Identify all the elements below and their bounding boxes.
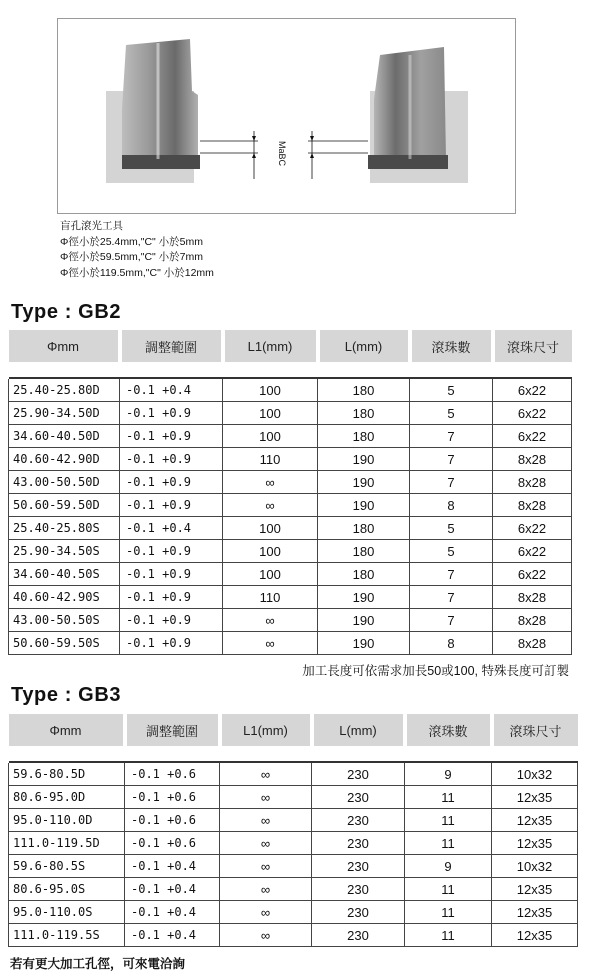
cell-diameter: 34.60-40.50S [9, 563, 120, 586]
cell-ball-count: 7 [410, 563, 493, 586]
cell-diameter: 43.00-50.50D [9, 471, 120, 494]
cell-l: 230 [312, 901, 405, 924]
table-row [9, 517, 572, 540]
cell-l: 230 [312, 878, 405, 901]
cell-ball-size: 6x22 [493, 517, 572, 540]
cell-adjust-range: -0.1 +0.4 [120, 379, 223, 402]
cell-ball-count: 7 [410, 586, 493, 609]
cell-l1: ∞ [223, 609, 318, 632]
cell-l: 190 [318, 471, 410, 494]
table-row [9, 924, 578, 947]
gb2-section-title: Type : GB2 [11, 301, 122, 323]
table-row [9, 448, 572, 471]
cell-l: 190 [318, 586, 410, 609]
cell-diameter: 50.60-59.50S [9, 632, 120, 655]
header-l1: L1(mm) [220, 714, 312, 746]
table-row [9, 471, 572, 494]
table-row [9, 832, 578, 855]
cell-adjust-range: -0.1 +0.9 [120, 448, 223, 471]
cell-diameter: 111.0-119.5S [9, 924, 125, 947]
cell-ball-size: 6x22 [493, 402, 572, 425]
cell-l: 180 [318, 425, 410, 448]
cell-diameter: 50.60-59.50D [9, 494, 120, 517]
cell-ball-count: 5 [410, 379, 493, 402]
cell-ball-count: 9 [405, 763, 492, 786]
cell-l1: 100 [223, 517, 318, 540]
cell-adjust-range: -0.1 +0.4 [125, 878, 220, 901]
cell-adjust-range: -0.1 +0.9 [120, 471, 223, 494]
cell-ball-size: 6x22 [493, 540, 572, 563]
cell-ball-size: 6x22 [493, 379, 572, 402]
cell-l1: ∞ [223, 494, 318, 517]
cell-l: 190 [318, 494, 410, 517]
cell-adjust-range: -0.1 +0.6 [125, 786, 220, 809]
cell-l1: ∞ [220, 832, 312, 855]
table-row [9, 632, 572, 655]
table-row [9, 763, 578, 786]
cell-ball-count: 8 [410, 494, 493, 517]
cell-l: 230 [312, 763, 405, 786]
table-header-row [9, 714, 578, 746]
cell-diameter: 59.6-80.5S [9, 855, 125, 878]
gb3-table-body [9, 763, 578, 947]
table-row [9, 786, 578, 809]
gb3-section-title: Type : GB3 [11, 684, 122, 706]
cell-ball-count: 11 [405, 809, 492, 832]
cell-l1: ∞ [220, 878, 312, 901]
cell-l: 190 [318, 632, 410, 655]
gb2-spec-table [8, 330, 572, 655]
dimension-label: MaBC [277, 141, 287, 167]
cell-ball-size: 12x35 [492, 832, 578, 855]
cell-diameter: 40.60-42.90S [9, 586, 120, 609]
cell-l1: 110 [223, 586, 318, 609]
cell-ball-size: 8x28 [493, 632, 572, 655]
cell-l1: 100 [223, 379, 318, 402]
table-row [9, 379, 572, 402]
blind-hole-tool-diagram [57, 18, 516, 214]
cell-l: 190 [318, 609, 410, 632]
cell-adjust-range: -0.1 +0.9 [120, 540, 223, 563]
cell-adjust-range: -0.1 +0.9 [120, 425, 223, 448]
cell-l1: 100 [223, 540, 318, 563]
header-l: L(mm) [318, 330, 410, 362]
cell-diameter: 40.60-42.90D [9, 448, 120, 471]
cell-diameter: 80.6-95.0D [9, 786, 125, 809]
cell-ball-count: 7 [410, 425, 493, 448]
cell-ball-count: 11 [405, 786, 492, 809]
cell-l1: ∞ [220, 786, 312, 809]
cell-ball-size: 10x32 [492, 855, 578, 878]
cell-l1: ∞ [220, 763, 312, 786]
header-ball-size: 滾珠尺寸 [492, 714, 578, 746]
header-diameter: Φmm [9, 330, 120, 362]
tool-cross-section-illustration [58, 19, 515, 213]
cell-l: 180 [318, 563, 410, 586]
cell-l: 230 [312, 832, 405, 855]
cell-l1: 100 [223, 425, 318, 448]
cell-adjust-range: -0.1 +0.4 [125, 901, 220, 924]
table-row [9, 402, 572, 425]
cell-ball-count: 9 [405, 855, 492, 878]
notes-title: 盲孔滾光工具 [60, 220, 123, 232]
cell-diameter: 25.40-25.80D [9, 379, 120, 402]
cell-adjust-range: -0.1 +0.9 [120, 494, 223, 517]
cell-diameter: 25.90-34.50S [9, 540, 120, 563]
table-row [9, 809, 578, 832]
gb2-length-note: 加工長度可依需求加長50或100, 特殊長度可訂製 [302, 664, 569, 678]
table-row [9, 563, 572, 586]
cell-ball-size: 12x35 [492, 901, 578, 924]
header-ball-count: 滾珠數 [410, 330, 493, 362]
cell-ball-count: 11 [405, 924, 492, 947]
cell-ball-size: 8x28 [493, 471, 572, 494]
cell-l: 190 [318, 448, 410, 471]
cell-ball-size: 10x32 [492, 763, 578, 786]
cell-l1: ∞ [220, 809, 312, 832]
table-row [9, 425, 572, 448]
table-row [9, 586, 572, 609]
cell-l: 180 [318, 379, 410, 402]
cell-ball-size: 8x28 [493, 609, 572, 632]
cell-l: 230 [312, 786, 405, 809]
cell-diameter: 25.90-34.50D [9, 402, 120, 425]
cell-ball-count: 5 [410, 517, 493, 540]
header-ball-count: 滾珠數 [405, 714, 492, 746]
cell-l1: 100 [223, 402, 318, 425]
cell-ball-size: 12x35 [492, 786, 578, 809]
cell-ball-count: 11 [405, 832, 492, 855]
header-adjust-range: 調整範圍 [125, 714, 220, 746]
cell-diameter: 25.40-25.80S [9, 517, 120, 540]
cell-diameter: 43.00-50.50S [9, 609, 120, 632]
cell-ball-size: 8x28 [493, 494, 572, 517]
cell-diameter: 95.0-110.0D [9, 809, 125, 832]
header-diameter: Φmm [9, 714, 125, 746]
cell-diameter: 80.6-95.0S [9, 878, 125, 901]
cell-adjust-range: -0.1 +0.4 [120, 517, 223, 540]
cell-ball-size: 6x22 [493, 425, 572, 448]
table-row [9, 609, 572, 632]
cell-l1: 110 [223, 448, 318, 471]
tool-notes [60, 219, 214, 281]
cell-l: 230 [312, 809, 405, 832]
left-burnishing-tool [122, 39, 198, 165]
cell-l1: ∞ [220, 924, 312, 947]
cell-l: 230 [312, 924, 405, 947]
cell-adjust-range: -0.1 +0.9 [120, 563, 223, 586]
cell-adjust-range: -0.1 +0.6 [125, 763, 220, 786]
cell-l: 180 [318, 402, 410, 425]
cell-ball-size: 12x35 [492, 809, 578, 832]
left-tool-tip [122, 155, 200, 169]
table-row [9, 855, 578, 878]
cell-l1: ∞ [223, 471, 318, 494]
cell-adjust-range: -0.1 +0.6 [125, 809, 220, 832]
cell-l1: ∞ [220, 901, 312, 924]
table-row [9, 878, 578, 901]
cell-diameter: 111.0-119.5D [9, 832, 125, 855]
cell-ball-count: 7 [410, 609, 493, 632]
cell-ball-count: 5 [410, 540, 493, 563]
cell-diameter: 59.6-80.5D [9, 763, 125, 786]
table-header-row [9, 330, 572, 362]
cell-ball-count: 5 [410, 402, 493, 425]
cell-adjust-range: -0.1 +0.9 [120, 586, 223, 609]
cell-l: 180 [318, 540, 410, 563]
gb3-spec-table [8, 714, 578, 947]
notes-line: Φ徑小於119.5mm,"C" 小於12mm [60, 266, 214, 279]
cell-l: 180 [318, 517, 410, 540]
table-row [9, 540, 572, 563]
cell-ball-size: 6x22 [493, 563, 572, 586]
cell-ball-size: 12x35 [492, 878, 578, 901]
header-l1: L1(mm) [223, 330, 318, 362]
cell-adjust-range: -0.1 +0.9 [120, 632, 223, 655]
table-row [9, 901, 578, 924]
cell-ball-count: 7 [410, 471, 493, 494]
table-row [9, 494, 572, 517]
cell-adjust-range: -0.1 +0.9 [120, 609, 223, 632]
cell-ball-size: 12x35 [492, 924, 578, 947]
cell-ball-size: 8x28 [493, 448, 572, 471]
notes-line: Φ徑小於59.5mm,"C" 小於7mm [60, 251, 204, 263]
cell-adjust-range: -0.1 +0.4 [125, 855, 220, 878]
right-tool-tip [368, 155, 448, 169]
cell-adjust-range: -0.1 +0.4 [125, 924, 220, 947]
cell-ball-count: 11 [405, 878, 492, 901]
cell-l: 230 [312, 855, 405, 878]
header-ball-size: 滾珠尺寸 [493, 330, 572, 362]
cell-l1: ∞ [220, 855, 312, 878]
cell-diameter: 34.60-40.50D [9, 425, 120, 448]
cell-ball-size: 8x28 [493, 586, 572, 609]
notes-line: Φ徑小於25.4mm,"C" 小於5mm [60, 235, 204, 248]
cell-adjust-range: -0.1 +0.9 [120, 402, 223, 425]
cell-ball-count: 7 [410, 448, 493, 471]
cell-ball-count: 8 [410, 632, 493, 655]
gb3-contact-note: 若有更大加工孔徑，可來電洽詢 [10, 957, 186, 971]
cell-l1: 100 [223, 563, 318, 586]
cell-diameter: 95.0-110.0S [9, 901, 125, 924]
cell-adjust-range: -0.1 +0.6 [125, 832, 220, 855]
header-l: L(mm) [312, 714, 405, 746]
header-adjust-range: 調整範圍 [120, 330, 223, 362]
gb2-table-body [9, 379, 572, 655]
cell-l1: ∞ [223, 632, 318, 655]
cell-ball-count: 11 [405, 901, 492, 924]
